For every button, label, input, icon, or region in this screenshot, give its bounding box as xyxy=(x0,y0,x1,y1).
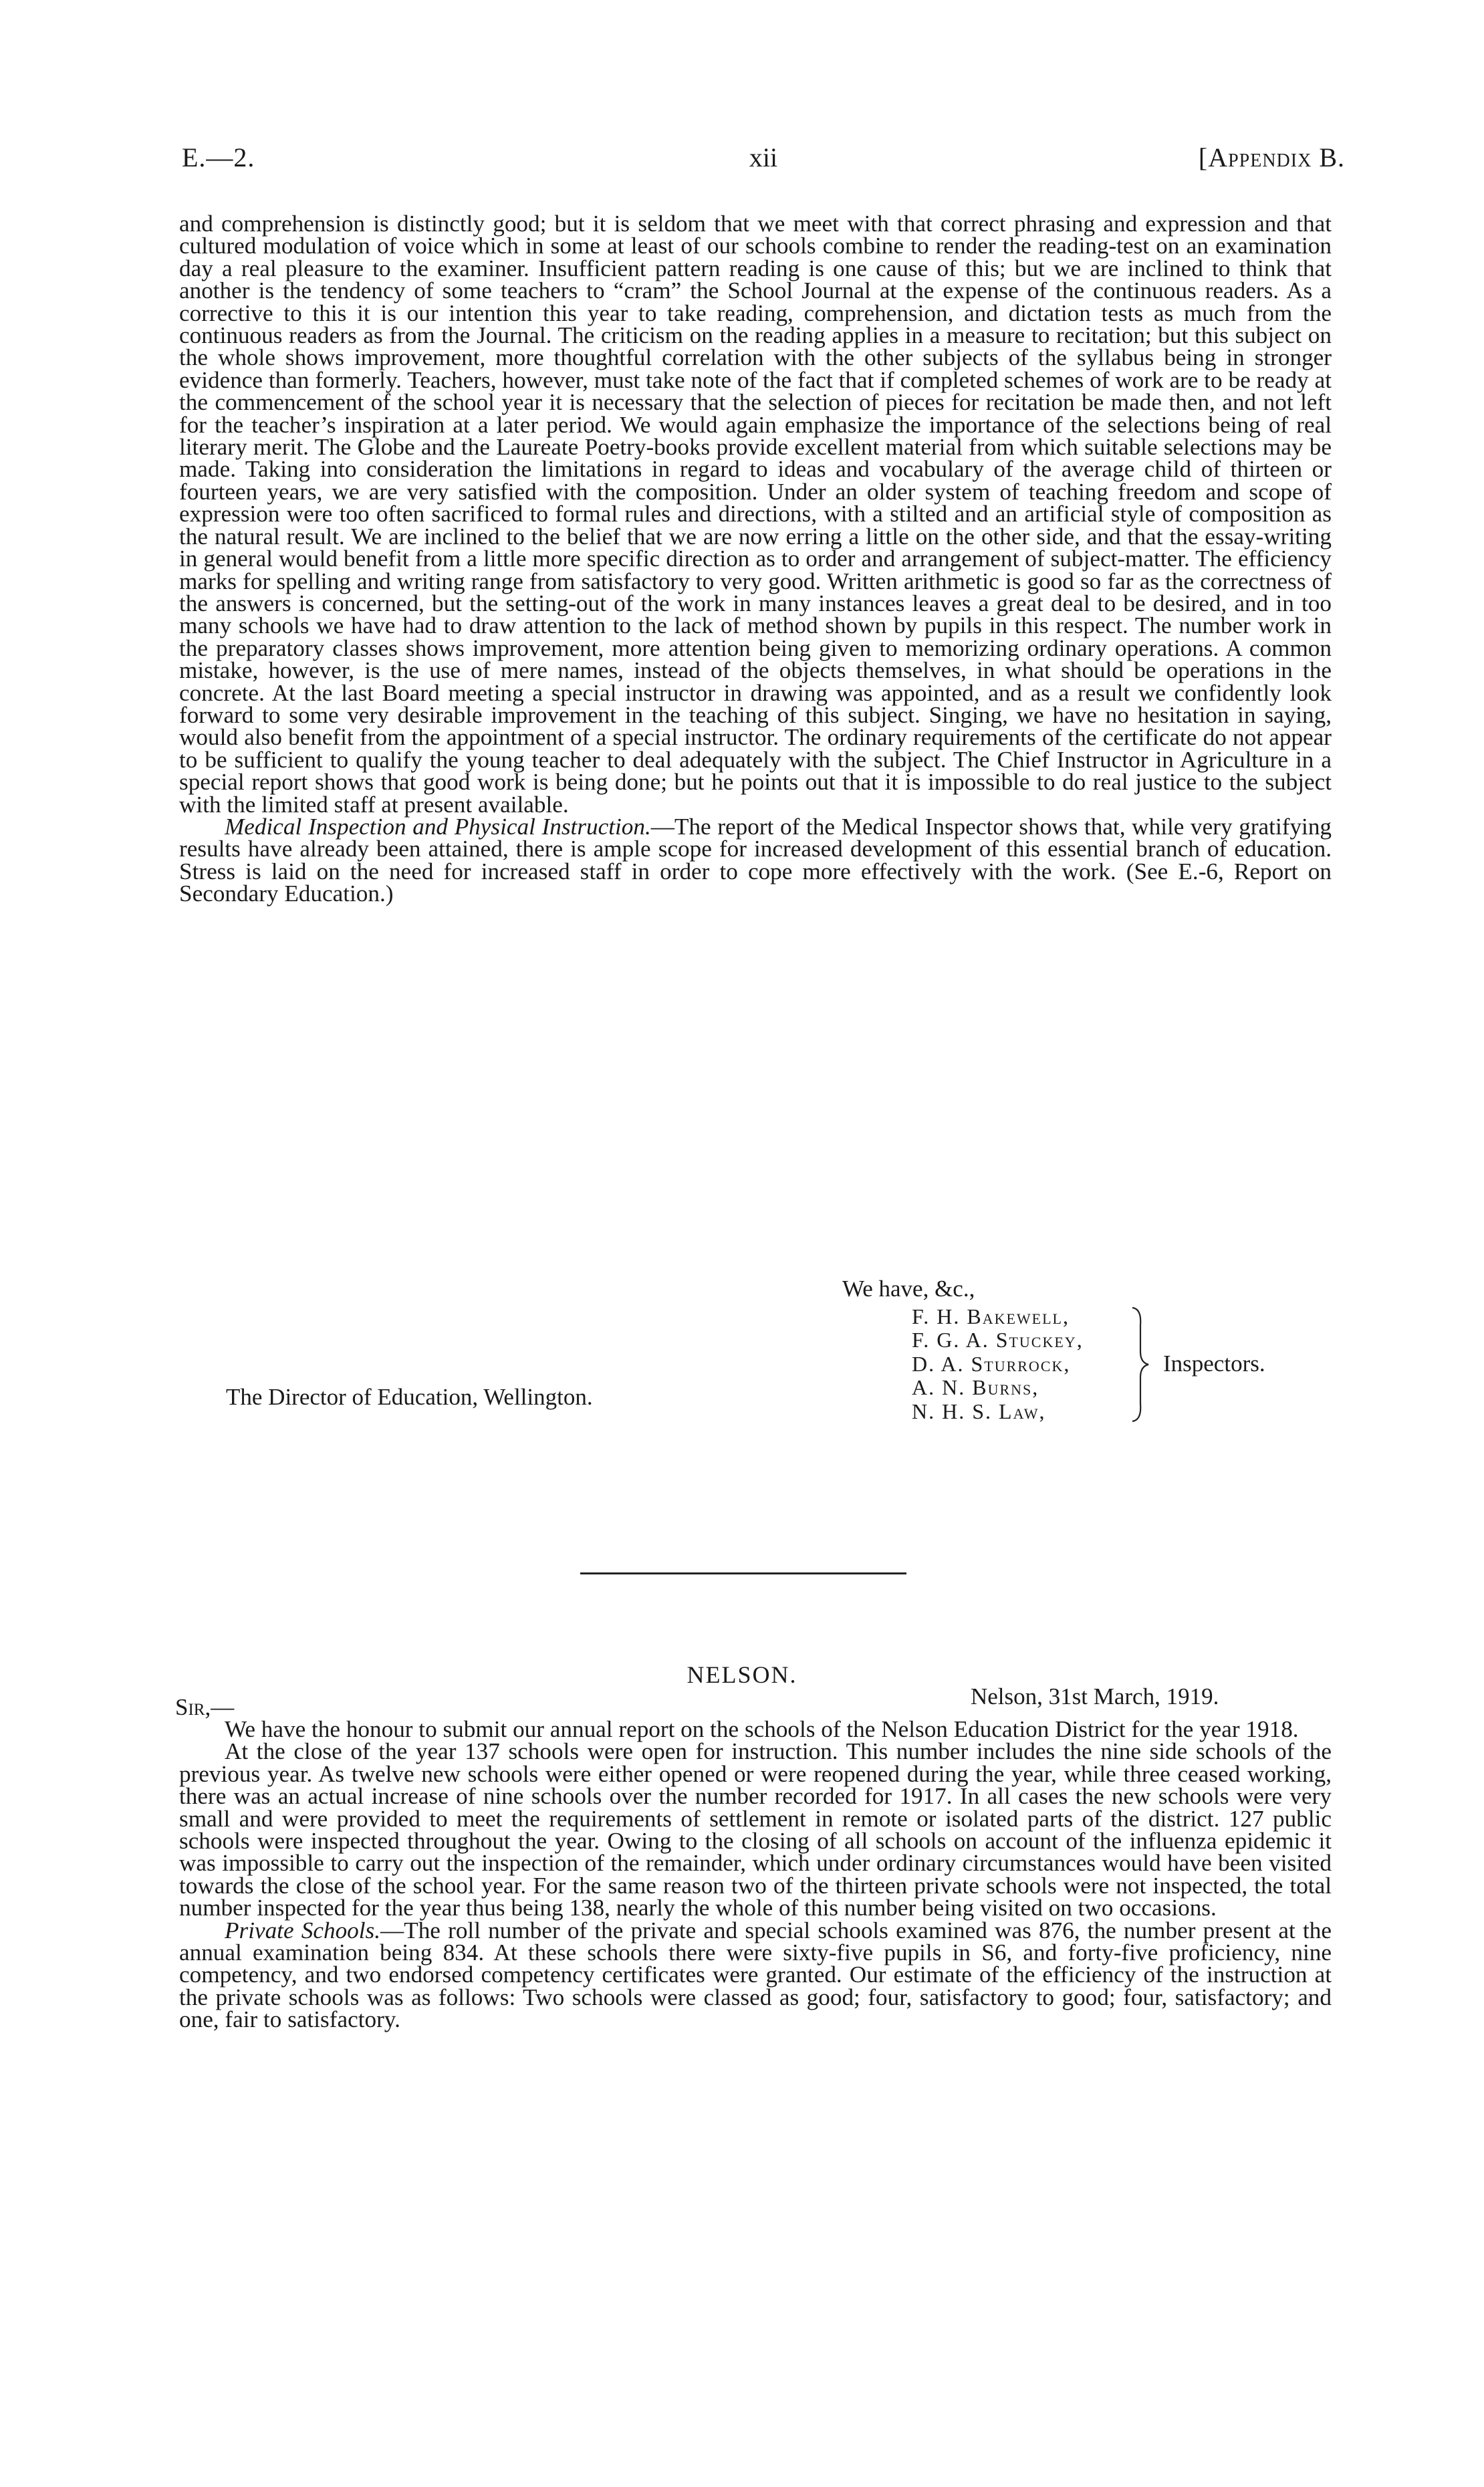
inspector-name: F. G. A. Stuckey, xyxy=(912,1328,1084,1352)
private-schools-text: —The roll number of the private and special schools examined was 876, the number present at the annual examination being 834. At these schools there were sixty-five pupils in S6, and forty-five proficiency, nine competency, and two endorsed competency certificates were granted. Our estimate of the efficiency of the instruction at the private schools was as follows: Two schools were classed as good; four, satisfactory to good; four, satisfactory; and one, fair to satisfactory. xyxy=(179,1917,1332,2033)
medical-text: —The report of the Medical Inspector shows that, while very gratifying results have already been attained, there is ample scope for increased development of this essential branch of education. Stress is laid on the need for increased staff in order to cope more effectively with the work. (See E.-6, Report on Secondary Education.) xyxy=(179,813,1332,907)
section-title: NELSON. xyxy=(687,1661,797,1688)
report-body-continued xyxy=(179,213,1332,905)
schools-paragraph: At the close of the year 137 schools were open for instruction. This number includes the nine side schools of the previous year. As twelve new schools were either opened or were reopened during the year, while three ceased working, there was an actual increase of nine schools over the number recorded for 1917. In all cases the new schools were very small and were provided to meet the requirements of settlement in remote or isolated parts of the district. 127 public schools were inspected throughout the year. Owing to the closing of all schools on account of the influenza epidemic it was impossible to carry out the inspection of the remainder, which under ordinary circumstances would have been visited towards the close of the school year. For the same reason two of the thirteen private schools were not inspected, the total number inspected for the year thus being 138, nearly the whole of this number being visited on two occasions. xyxy=(179,1738,1332,1921)
private-schools-paragraph xyxy=(179,1919,1332,2031)
reading-paragraph: and comprehension is distinctly good; but it is seldom that we meet with that correct phrasing and expression and that cultured modulation of voice which in some at least of our schools combine to render the reading-test on an examination day a real pleasure to the examiner. Insufficient pattern reading is one cause of this; but we are inclined to think that another is the tendency of some teachers to “cram” the School Journal at the expense of the continuous readers. As a corrective to this it is our intention this year to take reading, comprehension, and dictation tests as much from the continuous readers as from the Journal. The criticism on the reading applies in a measure to recitation; but this subject on the whole shows improvement, more thoughtful correlation with the other subjects of the syllabus being in stronger evidence than formerly. Teachers, however, must take note of the fact that if completed schemes of work are to be ready at the commencement of the school year it is necessary that the selection of pieces for recitation be made then, and not left for the teacher’s inspiration at a later period. We would again emphasize the importance of the selections being of real literary merit. The Globe and the Laureate Poetry-books provide excellent material from which suitable selections may be made. Taking into consideration the limitations in regard to ideas and vocabulary of the average child of thirteen or fourteen years, we are very satisfied with the composition. Under an older system of teaching freedom and scope of expression were too often sacrificed to formal rules and directions, with a stilted and an artificial style of composition as the natural result. We are inclined to the belief that we are now erring a little on the other side, and that the essay-writing in general would benefit from a little more specific direction as to order and arrangement of subject-matter. The efficiency marks for spelling and writing range from satisfactory to very good. Written arithmetic is good so far as the correctness of the answers is concerned, but the setting-out of the work in many instances leaves a great deal to be desired, and in too many schools we have had to draw attention to the lack of method shown by pupils in this respect. The number work in the preparatory classes shows improvement, more attention being given to memorizing ordinary operations. A common mistake, however, is the use of mere names, instead of the objects themselves, in what should be operations in the concrete. At the last Board meeting a special instructor in drawing was appointed, and as a result we confidently look forward to some very desirable improvement in the teaching of this subject. Singing, we have no hesitation in saying, would also benefit from the appointment of a special instructor. The ordinary requirements of the certificate do not appear to be sufficient to qualify the young teacher to deal adequately with the subject. The Chief Instructor in Agriculture in a special report shows that good work is being done; but he points out that it is impossible to do real justice to the subject with the limited staff at present available. xyxy=(179,211,1332,818)
inspectors-label: Inspectors. xyxy=(1163,1350,1265,1377)
inspector-name: A. N. Burns, xyxy=(912,1375,1039,1400)
right-brace xyxy=(1128,1305,1155,1424)
addressee: The Director of Education, Wellington. xyxy=(226,1384,593,1410)
document-reference: E.—2. xyxy=(182,142,255,172)
medical-heading: Medical Inspection and Physical Instruction. xyxy=(225,813,651,840)
page-header xyxy=(182,142,1345,182)
section-divider xyxy=(580,1572,906,1574)
appendix-label: [Appendix B. xyxy=(1198,142,1345,172)
inspector-name: D. A. Sturrock, xyxy=(912,1351,1071,1376)
medical-paragraph xyxy=(179,813,1332,907)
closing-salutation: We have, &c., xyxy=(842,1276,975,1302)
nelson-report-body xyxy=(179,1718,1332,2031)
page-number: xii xyxy=(749,142,778,172)
inspector-name: N. H. S. Law, xyxy=(912,1399,1046,1423)
inspector-name: F. H. Bakewell, xyxy=(912,1304,1070,1328)
intro-paragraph: We have the honour to submit our annual report on the schools of the Nelson Education District for the year 1918. xyxy=(225,1716,1299,1742)
inspector-signatures xyxy=(912,1305,1084,1423)
dateline: Nelson, 31st March, 1919. xyxy=(971,1683,1219,1709)
salutation: Sir,— xyxy=(175,1694,235,1720)
private-schools-heading: Private Schools. xyxy=(225,1917,381,1943)
